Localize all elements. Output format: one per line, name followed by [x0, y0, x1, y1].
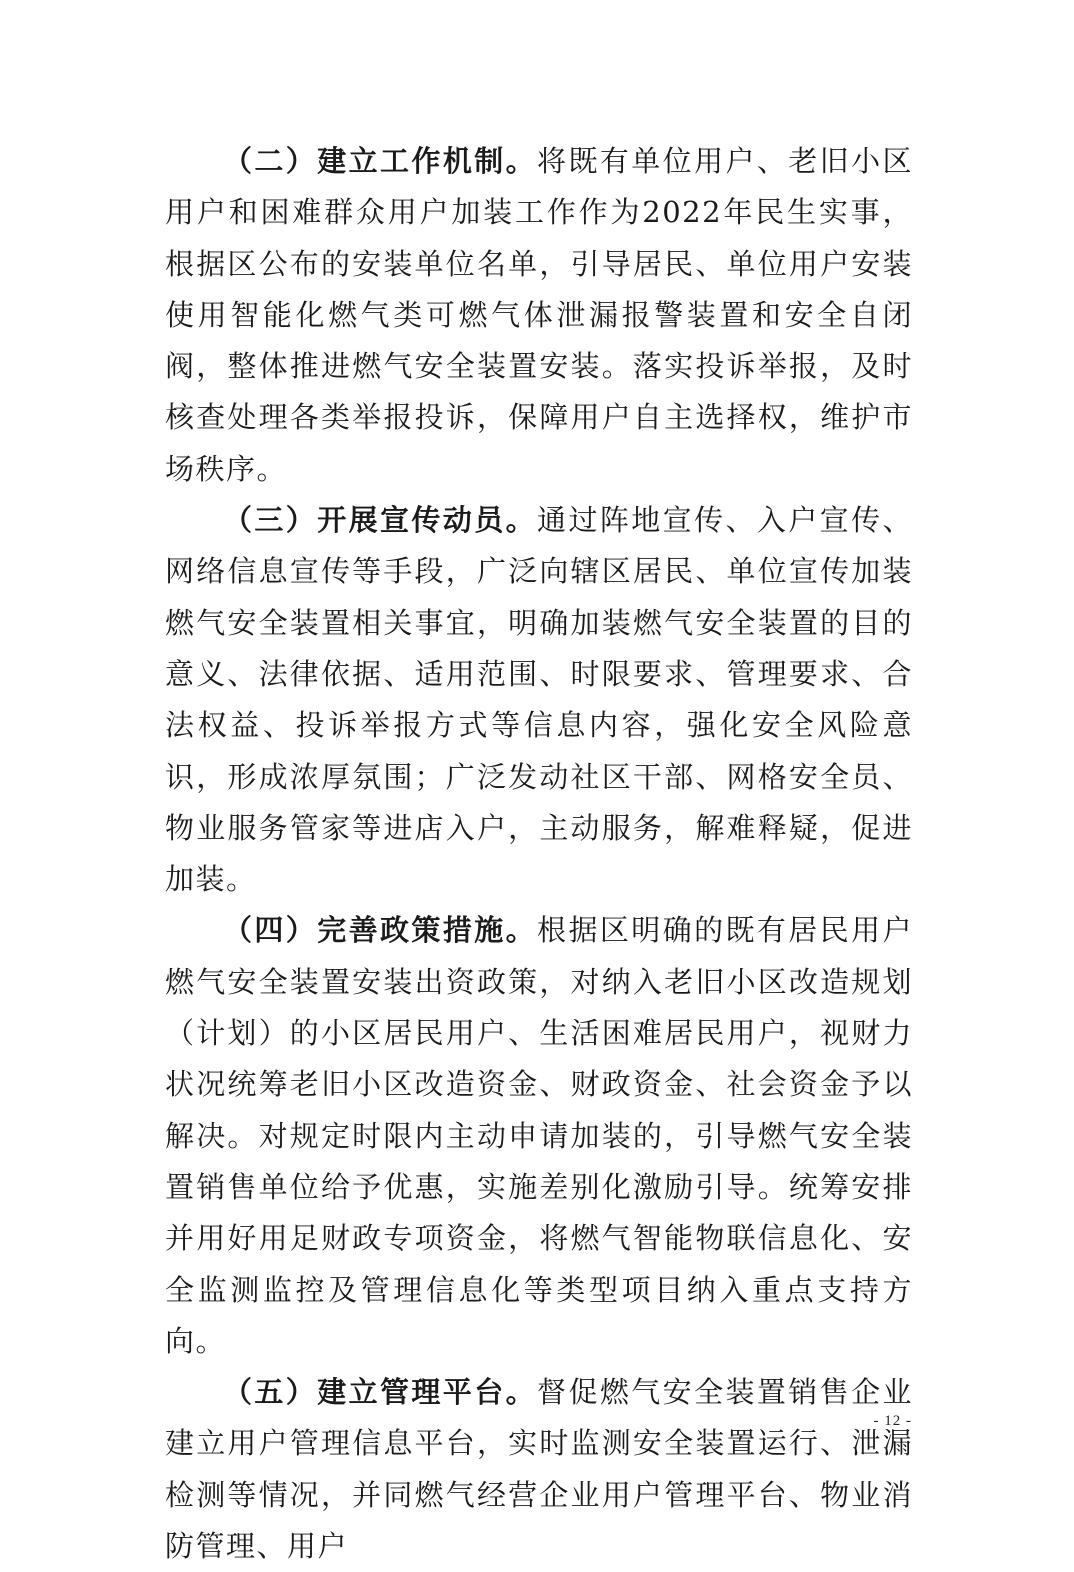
paragraph-body: 根据区明确的既有居民用户燃气安全装置安装出资政策，对纳入老旧小区改造规划（计划）的小区居民用户、生活困难居民用户，视财力状况统筹老旧小区改造资金、财政资金、社会资金予以解决。对规定时限内主动申请加装的，引导燃气安全装置销售单位给予优惠，实施差别化激励引导。统筹安排并用好用足财政专项资金，将燃气智能物联信息化、安全监测监控及管理信息化等类型项目纳入重点支持方向。 — [165, 913, 913, 1358]
paragraph-heading: （三）开展宣传动员。 — [223, 503, 538, 538]
paragraph-heading: （四）完善政策措施。 — [223, 913, 538, 948]
paragraph-body: 通过阵地宣传、入户宣传、网络信息宣传等手段，广泛向辖区居民、单位宣传加装燃气安全装置相关事宜，明确加装燃气安全装置的目的意义、法律依据、适用范围、时限要求、管理要求、合法权益、投诉举报方式等信息内容，强化安全风险意识，形成浓厚氛围；广泛发动社区干部、网格安全员、物业服务管家等进店入户，主动服务，解难释疑，促进加装。 — [165, 503, 913, 897]
paragraph-policy — [165, 905, 913, 1367]
paragraph-body: 督促燃气安全装置销售企业建立用户管理信息平台，实时监测安全装置运行、泄漏检测等情况，并同燃气经营企业用户管理平台、物业消防管理、用户 — [165, 1375, 913, 1564]
paragraph-publicity — [165, 495, 913, 905]
document-body — [165, 136, 913, 1572]
paragraph-heading: （二）建立工作机制。 — [223, 144, 538, 178]
paragraph-heading: （五）建立管理平台。 — [223, 1375, 538, 1410]
page-number: - 12 - — [873, 1413, 912, 1429]
paragraph-body: 将既有单位用户、老旧小区用户和困难群众用户加装工作作为2022年民生实事，根据区公布的安装单位名单，引导居民、单位用户安装使用智能化燃气类可燃气体泄漏报警装置和安全自闭阀，整体推进燃气安全装置安装。落实投诉举报，及时核查处理各类举报投诉，保障用户自主选择权，维护市场秩序。 — [165, 144, 913, 486]
paragraph-work-mechanism — [165, 136, 913, 495]
paragraph-platform — [165, 1367, 913, 1572]
